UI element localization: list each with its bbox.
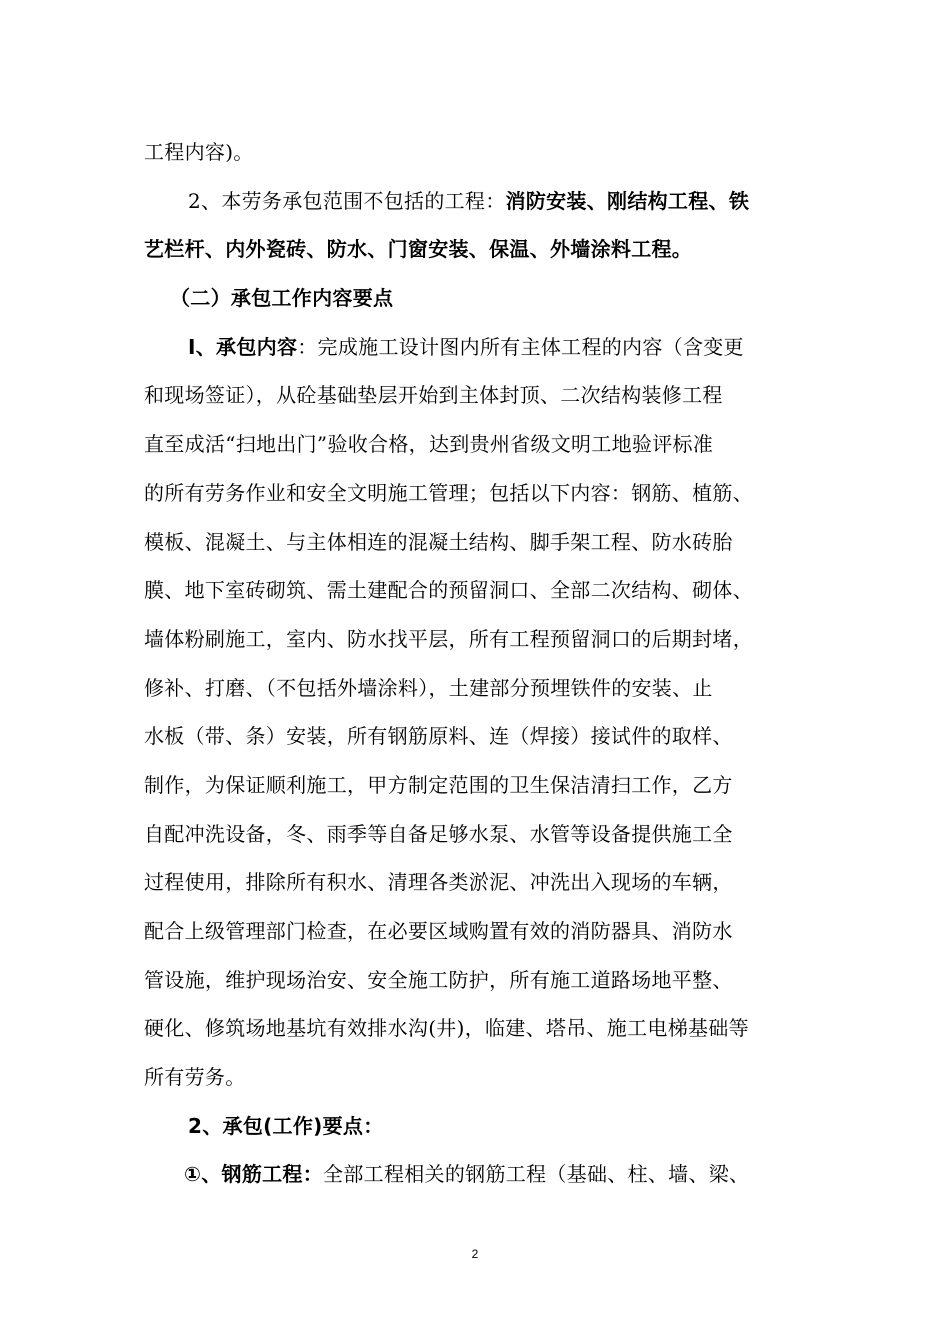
bold-text-span: 2、承包(工作)要点： (188, 1113, 384, 1138)
text-line (144, 810, 834, 859)
text-line (144, 858, 834, 907)
text-span: 工程内容)。 (144, 140, 254, 164)
text-span: 修补、打磨、（不包括外墙涂料），土建部分预埋铁件的安装、止 (144, 675, 713, 700)
text-span: 水板（带、条）安装，所有钢筋原料、连（焊接）接试件的取样、 (144, 724, 733, 749)
text-span: 过程使用，排除所有积水、清理各类淤泥、冲洗出入现场的车辆， (144, 870, 733, 895)
text-line (144, 1004, 834, 1053)
bold-text-span: （二）承包工作内容要点 (170, 286, 394, 311)
section-heading (144, 274, 834, 323)
text-span: 配合上级管理部门检查，在必要区域购置有效的消防器具、消防水 (144, 919, 733, 943)
text-line (144, 469, 834, 518)
bold-text-span: 艺栏杆、内外瓷砖、防水、门窗安装、保温、外墙涂料工程。 (144, 237, 693, 262)
text-span: 的所有劳务作业和安全文明施工管理；包括以下内容：钢筋、植筋、 (144, 480, 753, 505)
text-span: 2、本劳务承包范围不包括的工程： (188, 188, 506, 213)
text-line (144, 712, 834, 761)
text-line (144, 956, 834, 1005)
text-span: 全部工程相关的钢筋工程（基础、柱、墙、梁、 (323, 1162, 750, 1187)
text-span: 制作，为保证顺利施工，甲方制定范围的卫生保洁清扫工作，乙方 (144, 772, 733, 797)
text-span: 墙体粉刷施工，室内、防水找平层，所有工程预留洞口的后期封堵， (144, 626, 753, 651)
text-line (144, 371, 834, 420)
text-line (144, 1053, 834, 1102)
subsection-heading (144, 1102, 834, 1151)
text-line (144, 177, 834, 226)
text-line (144, 761, 834, 810)
text-line (144, 518, 834, 567)
text-line (144, 566, 834, 615)
text-line (144, 420, 834, 469)
text-line (144, 128, 834, 177)
text-span: 模板、混凝土、与主体相连的混凝土结构、脚手架工程、防水砖胎 (144, 529, 733, 554)
page-number: 2 (471, 1247, 479, 1261)
text-span: 管设施，维护现场治安、安全施工防护，所有施工道路场地平整、 (144, 967, 733, 992)
text-span: 和现场签证），从砼基础垫层开始到主体封顶、二次结构装修工程 (144, 383, 723, 408)
body-text (144, 128, 834, 1199)
text-span: 硬化、修筑场地基坑有效排水沟(井)，临建、塔吊、施工电梯基础等 (144, 1016, 749, 1041)
text-line (144, 664, 834, 713)
bold-text-span: I、承包内容 (188, 334, 298, 359)
text-span: 直至成活“扫地出门”验收合格，达到贵州省级文明工地验评标准 (144, 432, 714, 457)
text-span: ：完成施工设计图内所有主体工程的内容（含变更 (297, 334, 744, 359)
bold-text-span: 消防安装、刚结构工程、铁 (505, 188, 750, 213)
text-span: 自配冲洗设备，冬、雨季等自备足够水泵、水管等设备提供施工全 (144, 821, 733, 846)
bold-text-span: ①、钢筋工程： (184, 1162, 324, 1187)
text-span: 所有劳务。 (144, 1065, 246, 1090)
text-line (144, 615, 834, 664)
text-span: 膜、地下室砖砌筑、需土建配合的预留洞口、全部二次结构、砌体、 (144, 578, 753, 603)
text-line (144, 323, 834, 372)
text-line (144, 225, 834, 274)
text-line (144, 907, 834, 956)
text-line (144, 1150, 834, 1199)
